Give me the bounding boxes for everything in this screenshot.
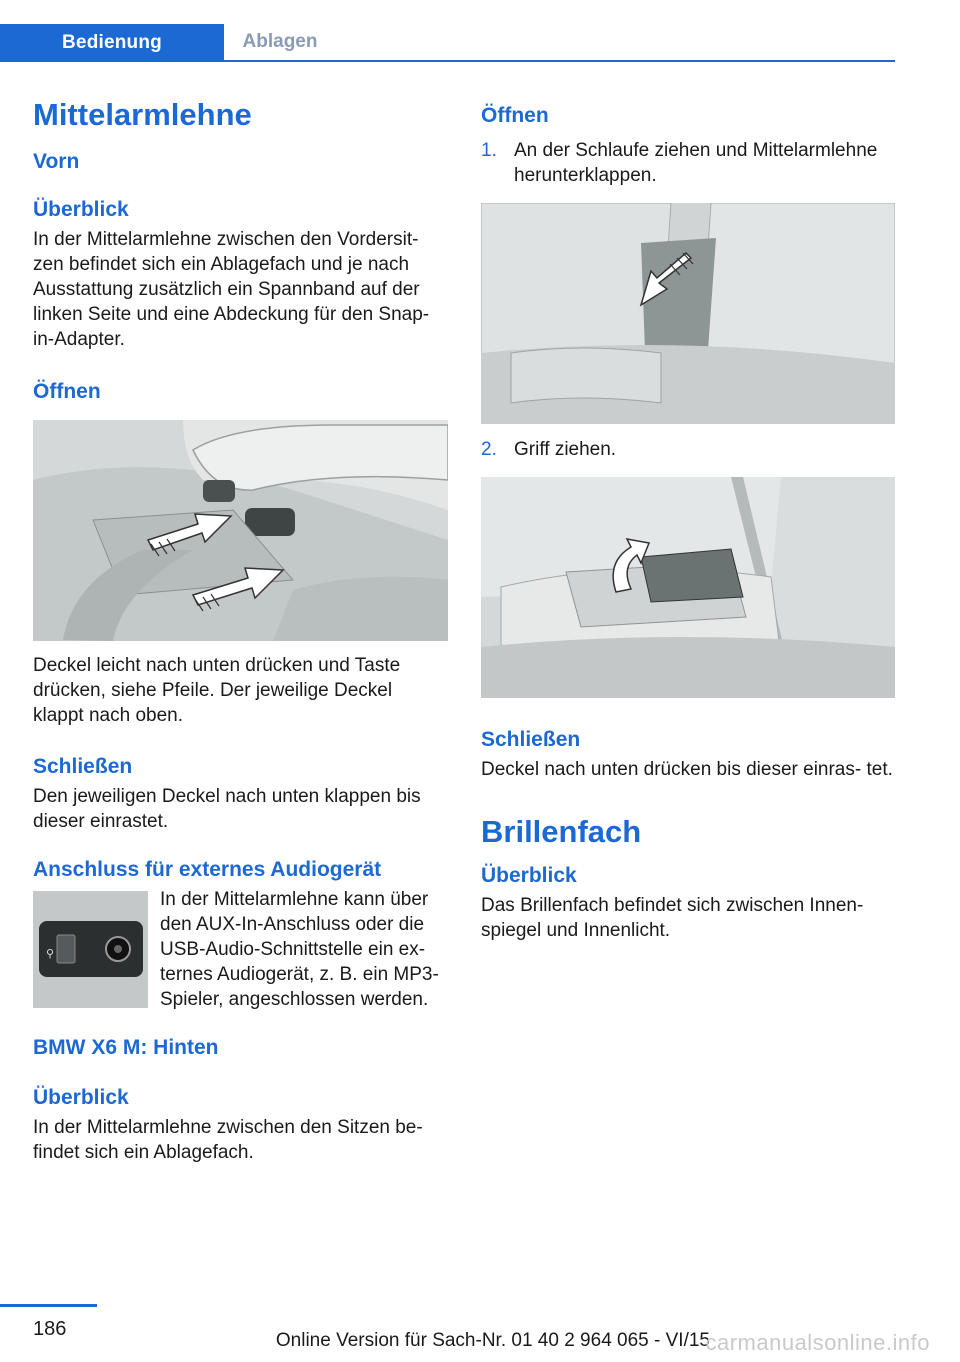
heading-ueberblick-brillenfach: Überblick (481, 864, 577, 887)
text-audio: In der Mittelarmlehne kann über den AUX-In-Anschluss oder die USB-Audio-Schnittstelle ein ex‐ ternes Audiogerät, z. B. ein MP3-Spieler, angeschlossen werden. (160, 889, 439, 1010)
step-number: 1. (481, 140, 497, 161)
front-armrest-image (33, 420, 448, 641)
step-2 (481, 437, 895, 462)
subheading-vorn: Vorn (33, 150, 80, 173)
tab-bar (0, 24, 895, 62)
tab-ablagen[interactable]: Ablagen (242, 31, 318, 52)
left-column (33, 95, 448, 1165)
right-column (481, 95, 895, 943)
text-schliessen-right: Deckel nach unten drücken bis dieser einras‐ tet. (481, 759, 893, 780)
text-ueberblick-2: In der Mittelarmlehne zwischen den Sitzen be‐ findet sich ein Ablagefach. (33, 1117, 423, 1163)
rear-armrest-fold-image (481, 203, 895, 424)
step-text: An der Schlaufe ziehen und Mittelarmlehne herunterklappen. (514, 140, 878, 186)
tab-bedienung[interactable]: Bedienung (0, 24, 224, 62)
tab-rule (0, 60, 895, 62)
audio-block (33, 887, 448, 1012)
text-schliessen: Den jeweiligen Deckel nach unten klappen bis dieser einrastet. (33, 786, 421, 832)
page-number-rule (0, 1304, 97, 1307)
step-1 (481, 138, 895, 188)
heading-oeffnen: Öffnen (33, 380, 101, 403)
text-brillenfach: Das Brillenfach befindet sich zwischen Innen‐ spiegel und Innenlicht. (481, 895, 864, 941)
step-number: 2. (481, 439, 497, 460)
footer-note: Online Version für Sach-Nr. 01 40 2 964 065 - VI/15 (275, 1330, 710, 1351)
heading-ueberblick-2: Überblick (33, 1086, 129, 1109)
section-title-brillenfach: Brillenfach (481, 814, 642, 849)
step-text: Griff ziehen. (514, 439, 617, 460)
watermark: carmanualsonline.info (705, 1330, 930, 1355)
aux-usb-port-image (33, 891, 148, 1008)
text-ueberblick: In der Mittelarmlehne zwischen den Vordersit‐ zen befindet sich ein Ablagefach und je nach Ausstattung zusätzlich ein Spannband auf der linken Seite und eine Abdeckung für den Snap-in-Adapter. (33, 229, 430, 350)
section-title-mittelarmlehne: Mittelarmlehne (33, 97, 252, 132)
text-oeffnen: Deckel leicht nach unten drücken und Taste drücken, siehe Pfeile. Der jeweilige Deckel klappt nach oben. (33, 655, 401, 726)
svg-text:⚲: ⚲ (46, 947, 55, 960)
heading-oeffnen-right: Öffnen (481, 104, 549, 127)
heading-schliessen: Schließen (33, 755, 133, 778)
heading-audio: Anschluss für externes Audiogerät (33, 858, 382, 881)
rear-armrest-handle-image (481, 477, 895, 698)
heading-schliessen-right: Schließen (481, 728, 581, 751)
heading-x6m-hinten: BMW X6 M: Hinten (33, 1036, 219, 1059)
page-number: 186 (33, 1318, 67, 1340)
heading-ueberblick: Überblick (33, 198, 129, 221)
